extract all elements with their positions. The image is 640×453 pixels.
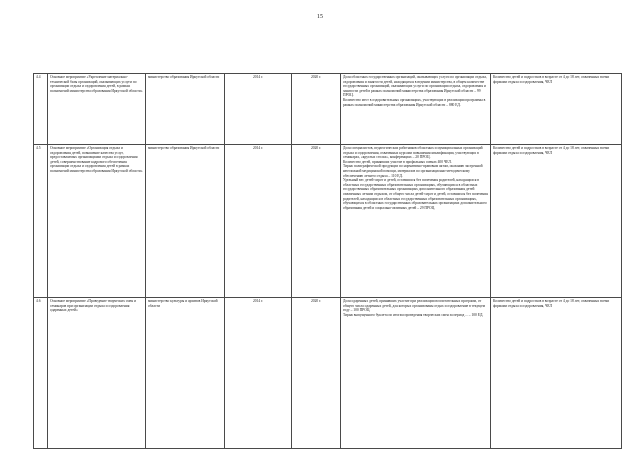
expected-results bbox=[341, 74, 491, 145]
start-year: 2014 г. bbox=[225, 74, 292, 145]
result-item: Количество мест в оздоровительных организациях, участвующих в реализации программы в рамках полномочий министерства образования Иркутской области – 880 ЕД. bbox=[343, 97, 486, 107]
start-year: 2014 г. bbox=[225, 145, 292, 298]
table-row bbox=[34, 298, 622, 449]
end-year: 2020 г. bbox=[292, 298, 341, 449]
expected-results bbox=[341, 145, 491, 298]
executor: министерство образования Иркутской области bbox=[146, 145, 225, 298]
target-indicator: Количество детей и подростков в возрасте от 4 до 18 лет, охваченных всеми формами отдыха и оздоровления, ЧЕЛ bbox=[491, 298, 622, 449]
expected-results bbox=[341, 298, 491, 449]
row-number: 4.4 bbox=[34, 74, 48, 145]
target-indicator: Количество детей и подростков в возрасте от 4 до 18 лет, охваченных всеми формами отдыха и оздоровления, ЧЕЛ bbox=[491, 74, 622, 145]
executor: министерство культуры и архивов Иркутской области bbox=[146, 298, 225, 449]
end-year: 2020 г. bbox=[292, 74, 341, 145]
program-table bbox=[33, 73, 622, 449]
end-year: 2020 г. bbox=[292, 145, 341, 298]
result-item: Доля специалистов, педагогических работников областных и муниципальных организаций отдыха и оздоровления, охваченных курсами повышения квалификации, участвующих в семинарах, «круглых столах», конференциях – 20 ПРОЦ. bbox=[343, 146, 483, 160]
start-year: 2014 г. bbox=[225, 298, 292, 449]
activity-title: Основное мероприятие «Укрепление материально-технической базы организаций, оказывающих услуги по организации отдыха и оздоровления детей, в рамках полномочий министерства образования Иркутской области» bbox=[48, 74, 146, 145]
executor: министерство образования Иркутской области bbox=[146, 74, 225, 145]
result-item: Тираж выпущенного буклета по итогам проведения творческих смен за период ... – 100 ЕД. bbox=[343, 312, 484, 317]
activity-title: Основное мероприятие «Проведение творческих смен и семинаров при организации отдыха и оздоровления одаренных детей» bbox=[48, 298, 146, 449]
result-item: Доля одаренных детей, принявших участие при реализации воспитательных программ, от общего числа одаренных детей, для которых организованы отдых и оздоровление в текущем году – 100 ПРОЦ. bbox=[343, 299, 486, 313]
table-row bbox=[34, 145, 622, 298]
table-row bbox=[34, 74, 622, 145]
row-number: 4.6 bbox=[34, 298, 48, 449]
result-item: Доля областных государственных организаций, оказывающих услуги по организации отдыха, оздоровления и занятости детей, находящихся в ведении министерства, в общем количестве государственных организаций, оказывающих услуги по организации отдыха, оздоровления и занятости детей в рамках полномочий министерства образования Иркутской области – 99 ПРОЦ. bbox=[343, 75, 487, 98]
page-number: 15 bbox=[317, 14, 323, 20]
result-item: Тираж полиграфической продукции по нормативно-правовым актам, оказанию экстренной неотложной медицинской помощи, материалов по организационно-методическому обеспечению летнего отдыха – 110 ЕД. bbox=[343, 164, 483, 178]
result-item: Количество детей, принявших участие в профильных сменах 400 ЧЕЛ. bbox=[343, 159, 452, 164]
row-number: 4.5 bbox=[34, 145, 48, 298]
result-item: Удельный вес детей-сирот и детей, оставшихся без попечения родителей, находящихся в областных государственных образовательных организациях, обучающихся в областных государственных образовательных организациях дополнительного образования детей охваченных летним отдыхом, от общего числа детей-сирот и детей, оставшихся без попечения родителей, находящихся в областных государственных образовательных организациях, обучающихся в областных государственных образовательных организациях дополнительного образования детей и социально-активных детей – 29 ПРОЦ. bbox=[343, 178, 488, 210]
target-indicator: Количество детей и подростков в возрасте от 4 до 18 лет, охваченных всеми формами отдыха и оздоровления, ЧЕЛ bbox=[491, 145, 622, 298]
activity-title: Основное мероприятие «Организация отдыха и оздоровления детей, повышение качества услуг, предоставляемых организациями отдыха и оздоровления детей, совершенствование кадрового обеспечения организации отдыха и оздоровления детей в рамках полномочий министерства образования Иркутской области» bbox=[48, 145, 146, 298]
